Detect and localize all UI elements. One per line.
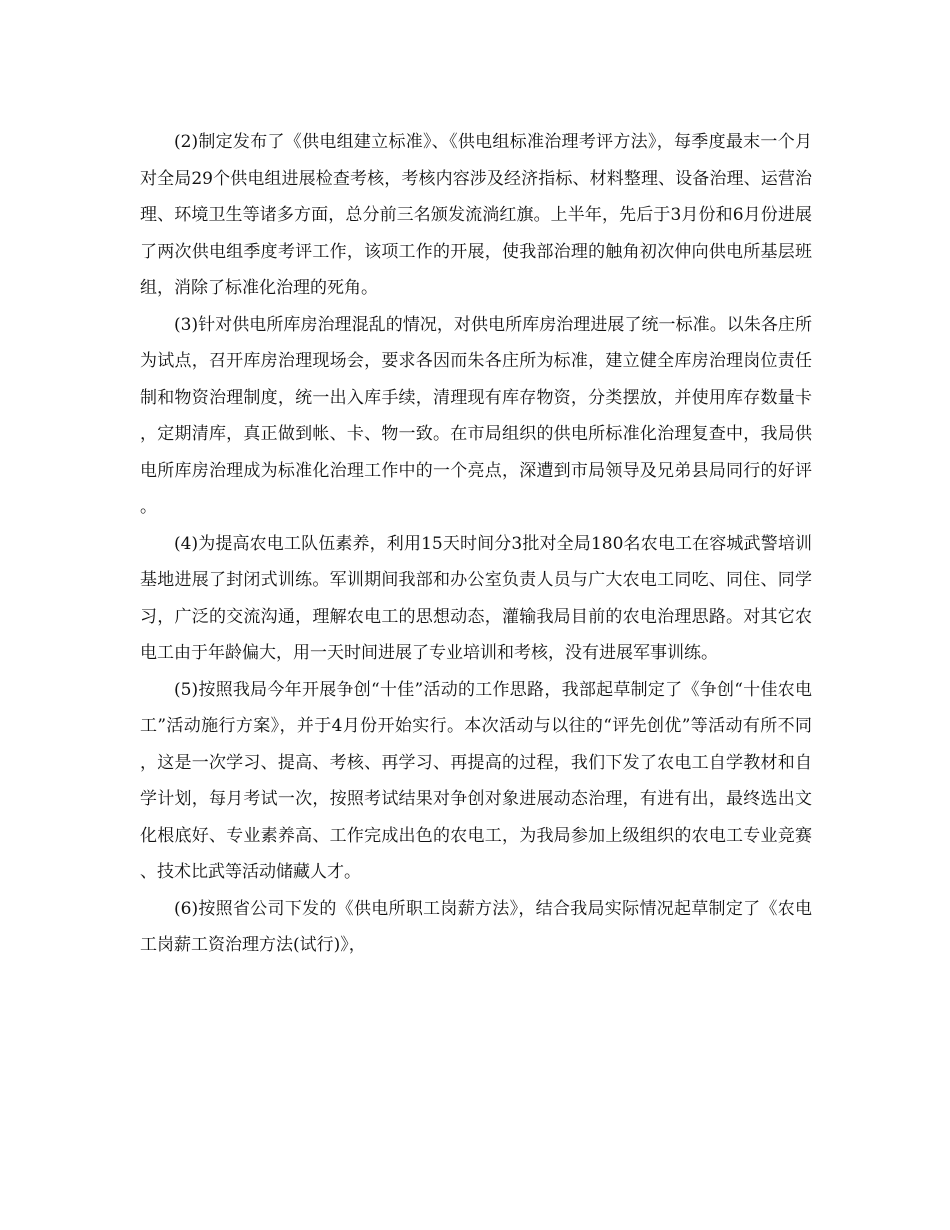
paragraph-6: (6)按照省公司下发的《供电所职工岗薪方法》，结合我局实际情况起草制定了《农电工岗薪工资治理方法(试行)》， bbox=[140, 898, 812, 955]
paragraph-3: (3)针对供电所库房治理混乱的情况，对供电所库房治理进展了统一标准。以朱各庄所为试点，召开库房治理现场会，要求各因而朱各庄所为标准，建立健全库房治理岗位责任制和物资治理制度，统一出入库手续，清理现有库存物资，分类摆放，并使用库存数量卡，定期清库，真正做到帐、卡、物一致。在市局组织的供电所标准化治理复查中，我局供电所库房治理成为标准化治理工作中的一个亮点，深遭到市局领导及兄弟县局同行的好评。 bbox=[140, 314, 812, 517]
paragraph-5: (5)按照我局今年开展争创“十佳”活动的工作思路，我部起草制定了《争创“十佳农电工”活动施行方案》，并于4月份开始实行。本次活动与以往的“评先创优”等活动有所不同，这是一次学习、提高、考核、再学习、再提高的过程，我们下发了农电工自学教材和自学计划，每月考试一次，按照考试结果对争创对象进展动态治理，有进有出，最终选出文化根底好、专业素养高、工作完成出色的农电工，为我局参加上级组织的农电工专业竞赛、技术比武等活动储藏人才。 bbox=[140, 679, 812, 882]
paragraph-4: (4)为提高农电工队伍素养，利用15天时间分3批对全局180名农电工在容城武警培训基地进展了封闭式训练。军训期间我部和办公室负责人员与广大农电工同吃、同住、同学习，广泛的交流沟通，理解农电工的思想动态，灌输我局目前的农电治理思路。对其它农电工由于年龄偏大，用一天时间进展了专业培训和考核，没有进展军事训练。 bbox=[140, 533, 812, 663]
document-body bbox=[140, 124, 812, 964]
paragraph-2: (2)制定发布了《供电组建立标准》、《供电组标准治理考评方法》，每季度最末一个月对全局29个供电组进展检查考核，考核内容涉及经济指标、材料整理、设备治理、运营治理、环境卫生等诸多方面，总分前三名颁发流淌红旗。上半年，先后于3月份和6月份进展了两次供电组季度考评工作，该项工作的开展，使我部治理的触角初次伸向供电所基层班组，消除了标准化治理的死角。 bbox=[140, 132, 812, 298]
